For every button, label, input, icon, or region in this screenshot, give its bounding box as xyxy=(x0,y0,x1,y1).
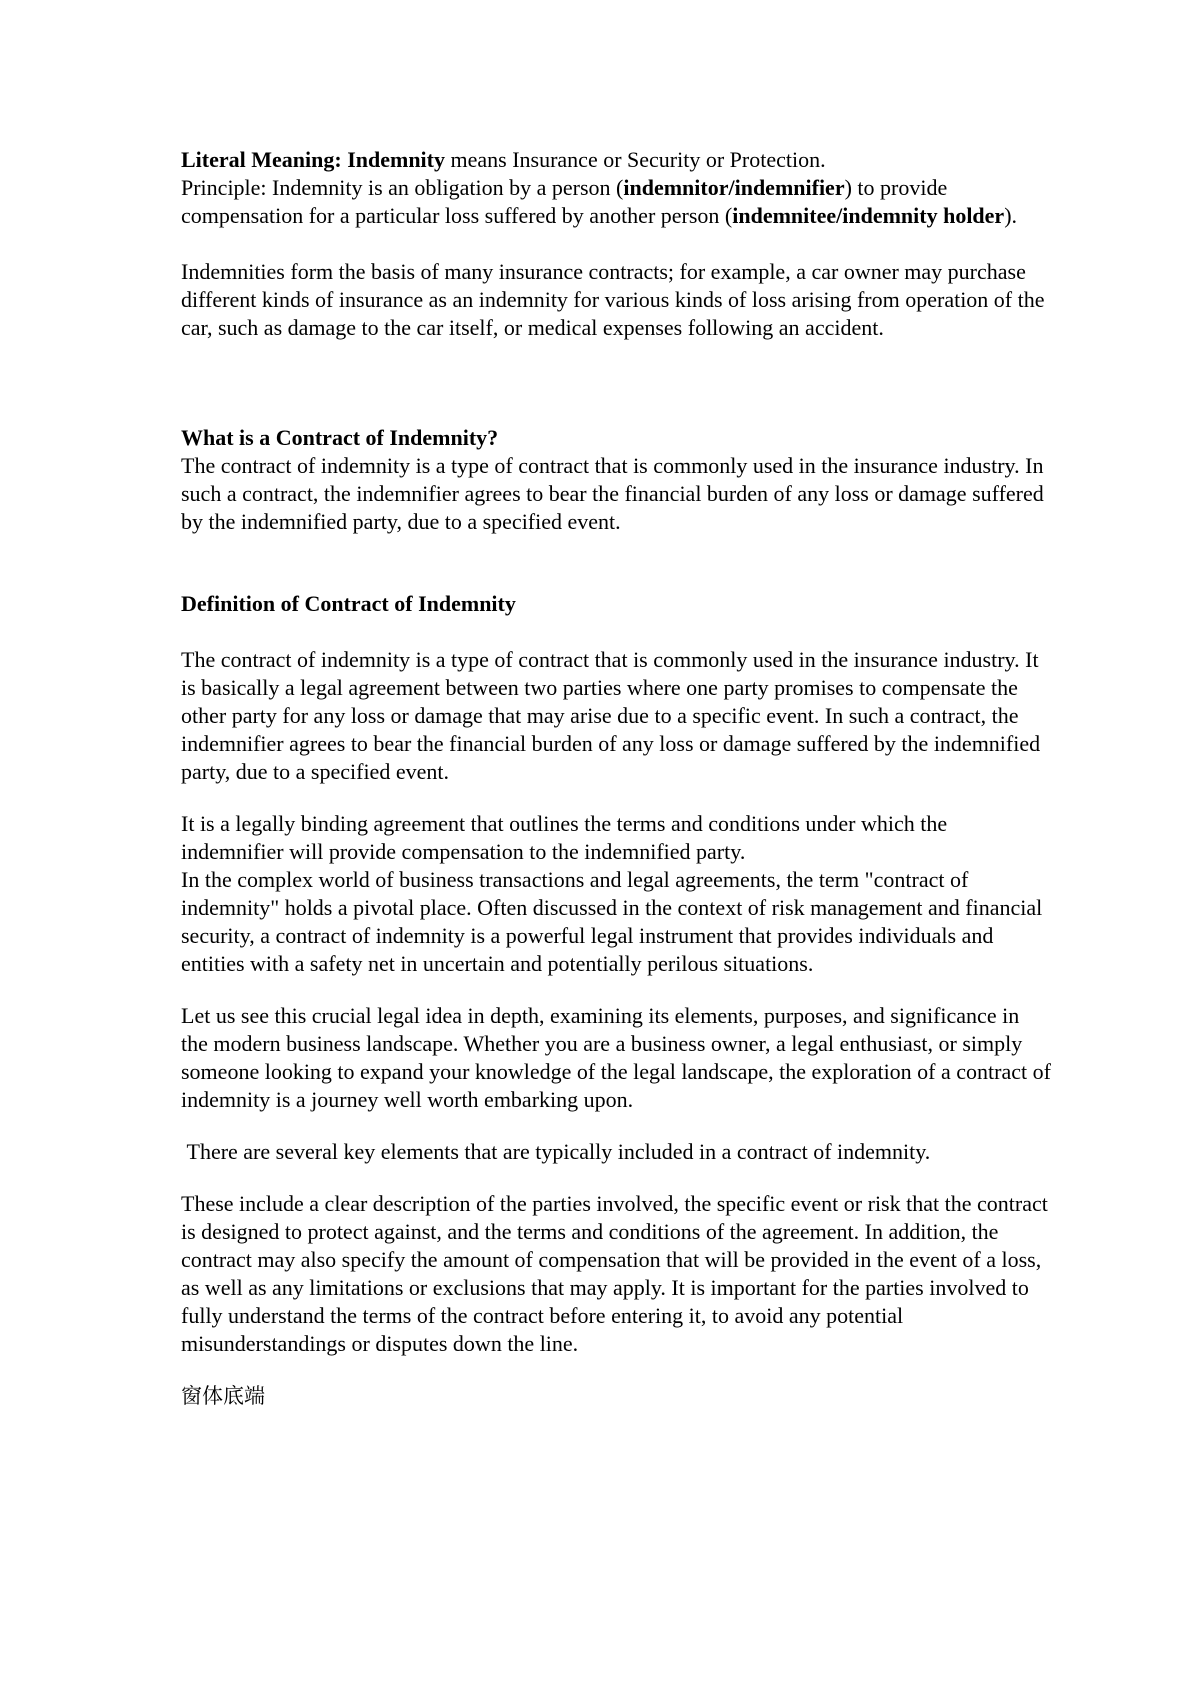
principle-text-a: Principle: Indemnity is an obligation by a person ( xyxy=(181,175,624,200)
in-depth-paragraph: Let us see this crucial legal idea in depth, examining its elements, purposes, and significance in the modern business landscape. Whether you are a business owner, a legal enthusiast, or simply someone looking to expand your knowledge of the legal landscape, the exploration of a contract of indemnity is a journey well worth embarking upon. xyxy=(181,1003,1051,1112)
what-is-contract-heading: What is a Contract of Indemnity? xyxy=(181,425,499,450)
definition-paragraph: The contract of indemnity is a type of contract that is commonly used in the insurance industry. It is basically a legal agreement between two parties where one party promises to compensate the other party for any loss or damage that may arise due to a specific event. In such a contract, the indemnifier agrees to bear the financial burden of any loss or damage suffered by the indemnified party, due to a specified event. xyxy=(181,647,1041,784)
key-elements-paragraph: There are several key elements that are typically included in a contract of indemnity. xyxy=(181,1139,931,1164)
binding-agreement-paragraph xyxy=(181,810,1051,978)
indemnitor-term: indemnitor/indemnifier xyxy=(623,175,845,200)
document-body xyxy=(181,146,1051,1410)
what-is-contract-paragraph: The contract of indemnity is a type of contract that is commonly used in the insurance industry. In such a contract, the indemnifier agrees to bear the financial burden of any loss or damage suffered by the indemnified party, due to a specified event. xyxy=(181,453,1044,534)
indemnitee-term: indemnitee/indemnity holder xyxy=(732,203,1005,228)
definition-heading: Definition of Contract of Indemnity xyxy=(181,591,516,616)
form-bottom-marker: 窗体底端 xyxy=(181,1384,265,1408)
elements-detail-paragraph: These include a clear description of the parties involved, the specific event or risk that the contract is designed to protect against, and the terms and conditions of the agreement. In addition, the contract may also specify the amount of compensation that will be provided in the event of a loss, as well as any limitations or exclusions that may apply. It is important for the parties involved to fully understand the terms of the contract before entering it, to avoid any potential misunderstandings or disputes down the line. xyxy=(181,1191,1048,1356)
literal-meaning-label: Literal Meaning: Indemnity xyxy=(181,147,445,172)
principle-text-c: ). xyxy=(1004,203,1018,228)
binding-agreement-text: It is a legally binding agreement that outlines the terms and conditions under which the indemnifier will provide compensation to the indemnified party. xyxy=(181,811,948,864)
complex-world-text: In the complex world of business transactions and legal agreements, the term "contract of indemnity" holds a pivotal place. Often discussed in the context of risk management and financial security, a contract of indemnity is a powerful legal instrument that provides individuals and entities with a safety net in uncertain and potentially perilous situations. xyxy=(181,867,1043,976)
literal-meaning-paragraph xyxy=(181,146,1051,230)
insurance-example-paragraph: Indemnities form the basis of many insurance contracts; for example, a car owner may purchase different kinds of insurance as an indemnity for various kinds of loss arising from operation of the car, such as damage to the car itself, or medical expenses following an accident. xyxy=(181,259,1045,340)
principle-text-b: ) to provide compensation for a particular loss suffered by another person ( xyxy=(181,175,948,228)
literal-meaning-text: means Insurance or Security or Protection. xyxy=(445,147,826,172)
